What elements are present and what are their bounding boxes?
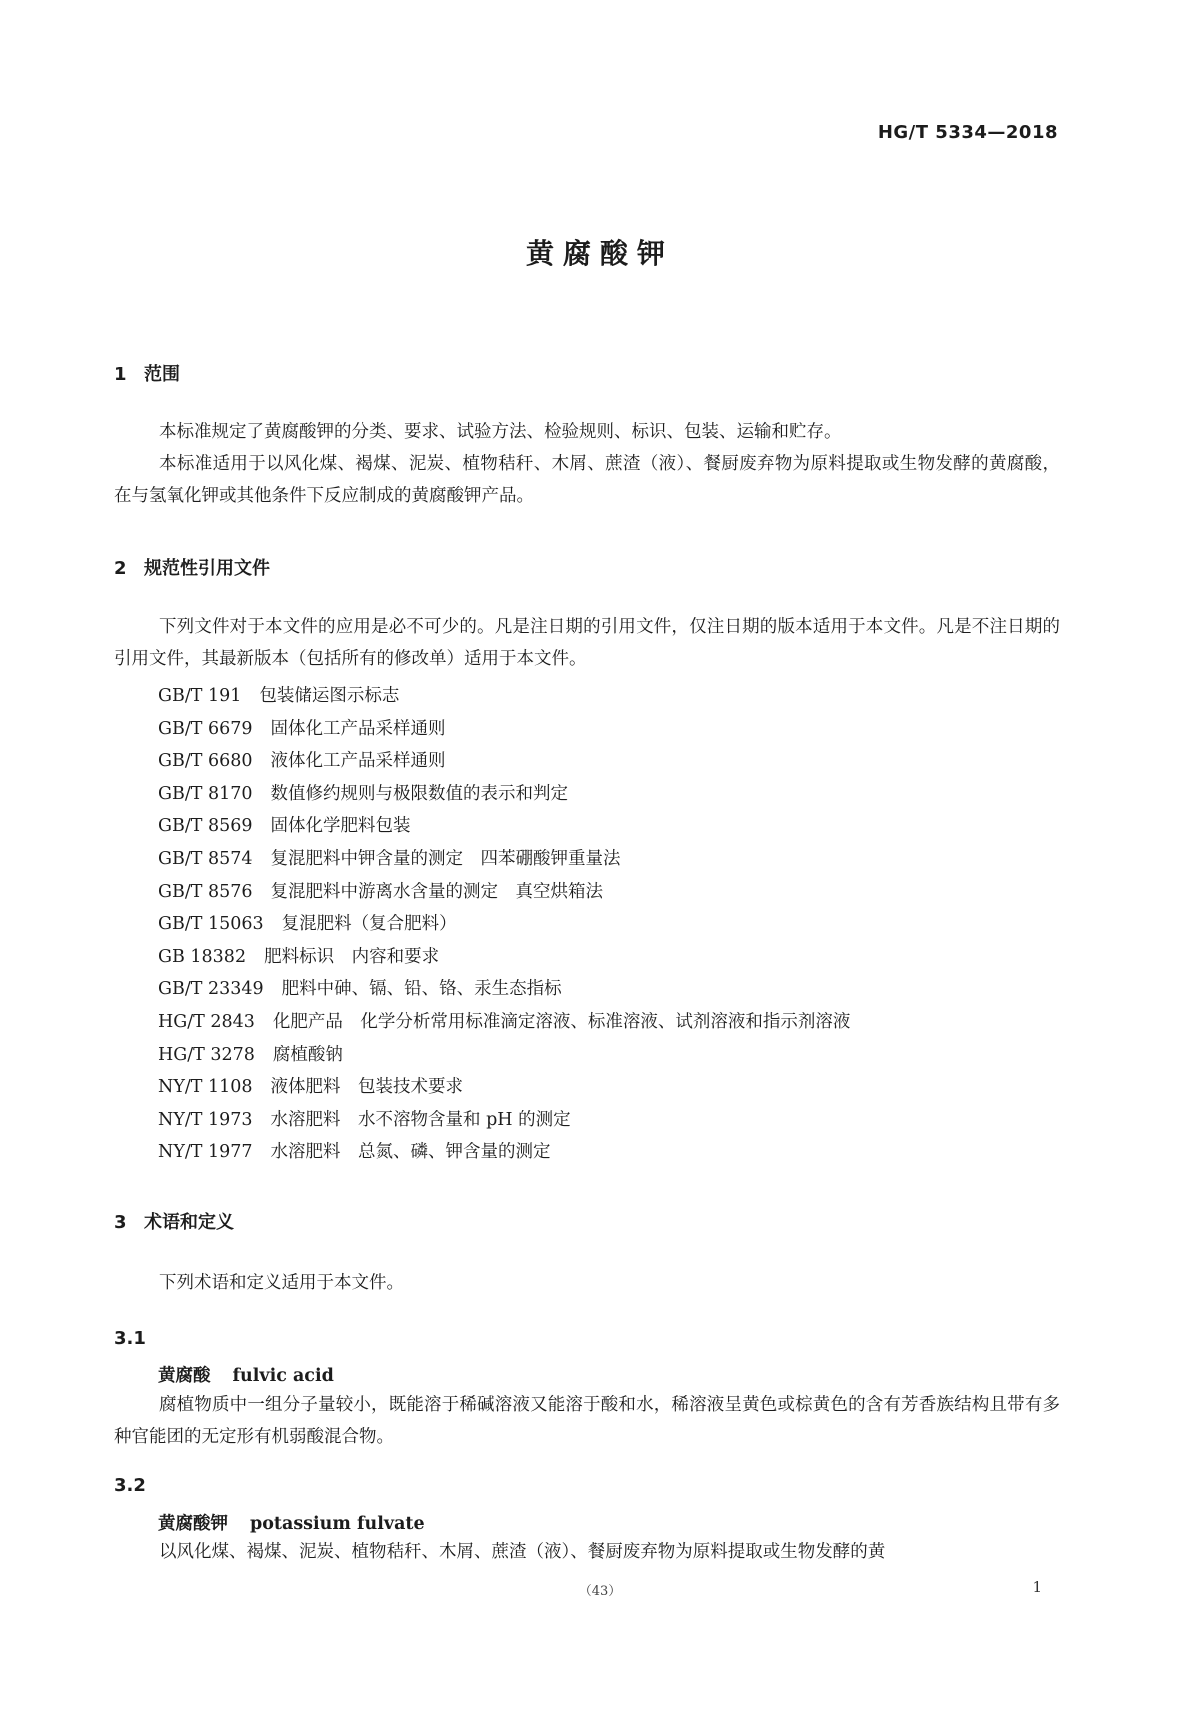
- section-title: 范围: [144, 364, 180, 385]
- term-number: 3.2: [114, 1475, 146, 1496]
- section-1-paragraph-2: 本标准适用于以风化煤、褐煤、泥炭、植物秸秆、木屑、蔗渣（液）、餐厨废弃物为原料提取或生物发酵的黄腐酸，在与氢氧化钾或其他条件下反应制成的黄腐酸钾产品。: [114, 454, 1060, 506]
- footer-page-marker: （43）: [578, 1584, 622, 1599]
- standard-code: HG/T 5334—2018: [877, 122, 1058, 143]
- reference-item: [158, 1071, 850, 1104]
- reference-item: [158, 876, 850, 909]
- reference-code: GB/T 8574: [158, 848, 253, 869]
- reference-title: 复混肥料中游离水含量的测定 真空烘箱法: [270, 881, 604, 902]
- section-1-paragraph-1: 本标准规定了黄腐酸钾的分类、要求、试验方法、检验规则、标识、包装、运输和贮存。: [159, 422, 842, 442]
- term-zh: 黄腐酸: [158, 1366, 211, 1386]
- section-number: 1: [114, 364, 127, 385]
- term-title: [158, 1510, 425, 1535]
- reference-code: GB/T 23349: [158, 979, 264, 1000]
- section-2-intro: 下列文件对于本文件的应用是必不可少的。凡是注日期的引用文件，仅注日期的版本适用于本文件。凡是不注日期的引用文件，其最新版本（包括所有的修改单）适用于本文件。: [114, 617, 1060, 669]
- document-title: 黄腐酸钾: [525, 237, 674, 270]
- reference-list: [158, 680, 850, 1169]
- reference-item: [158, 973, 850, 1006]
- reference-code: GB/T 6679: [158, 718, 253, 739]
- section-3-intro: 下列术语和定义适用于本文件。: [159, 1273, 404, 1293]
- reference-code: HG/T 3278: [158, 1044, 255, 1065]
- section-number: 2: [114, 558, 127, 579]
- reference-item: [158, 941, 850, 974]
- reference-title: 腐植酸钠: [272, 1044, 343, 1065]
- reference-title: 固体化学肥料包装: [270, 816, 411, 837]
- reference-item: [158, 745, 850, 778]
- reference-item: [158, 1006, 850, 1039]
- reference-title: 水溶肥料 总氮、磷、钾含量的测定: [270, 1142, 551, 1163]
- page-number: 1: [1032, 1578, 1042, 1596]
- reference-code: GB/T 15063: [158, 914, 264, 935]
- reference-code: NY/T 1108: [158, 1077, 253, 1098]
- reference-code: GB/T 8576: [158, 881, 253, 902]
- reference-item: [158, 1039, 850, 1072]
- section-3-heading: [114, 1208, 234, 1234]
- reference-code: GB 18382: [158, 946, 247, 967]
- reference-item: [158, 908, 850, 941]
- reference-title: 固体化工产品采样通则: [270, 718, 446, 739]
- reference-code: GB/T 191: [158, 686, 242, 706]
- term-definition: 腐植物质中一组分子量较小，既能溶于稀碱溶液又能溶于酸和水，稀溶液呈黄色或棕黄色的含有芳香族结构且带有多种官能团的无定形有机弱酸混合物。: [114, 1395, 1060, 1447]
- term-number: 3.1: [114, 1328, 146, 1349]
- reference-title: 包装储运图示标志: [259, 686, 400, 706]
- term-en: fulvic acid: [232, 1366, 334, 1386]
- reference-code: NY/T 1973: [158, 1109, 253, 1130]
- term-en: potassium fulvate: [250, 1514, 425, 1534]
- term-title: [158, 1362, 334, 1387]
- section-2-heading: [114, 554, 270, 580]
- reference-title: 复混肥料（复合肥料）: [281, 914, 457, 935]
- reference-item: [158, 810, 850, 843]
- reference-item: [158, 778, 850, 811]
- reference-item: [158, 713, 850, 746]
- section-number: 3: [114, 1212, 127, 1233]
- section-title: 术语和定义: [144, 1212, 234, 1233]
- section-title: 规范性引用文件: [144, 558, 270, 579]
- reference-title: 肥料中砷、镉、铅、铬、汞生态指标: [281, 979, 562, 1000]
- reference-item: [158, 843, 850, 876]
- reference-code: NY/T 1977: [158, 1142, 253, 1163]
- reference-code: GB/T 8569: [158, 816, 253, 837]
- reference-item: [158, 680, 850, 713]
- reference-code: HG/T 2843: [158, 1011, 255, 1032]
- reference-title: 液体肥料 包装技术要求: [270, 1077, 464, 1098]
- reference-title: 液体化工产品采样通则: [270, 751, 446, 772]
- term-definition: 以风化煤、褐煤、泥炭、植物秸秆、木屑、蔗渣（液）、餐厨废弃物为原料提取或生物发酵的黄: [159, 1542, 886, 1562]
- term-zh: 黄腐酸钾: [158, 1514, 228, 1534]
- reference-code: GB/T 6680: [158, 751, 253, 772]
- reference-item: [158, 1136, 850, 1169]
- reference-title: 数值修约规则与极限数值的表示和判定: [270, 783, 569, 804]
- reference-title: 复混肥料中钾含量的测定 四苯硼酸钾重量法: [270, 848, 621, 869]
- reference-title: 化肥产品 化学分析常用标准滴定溶液、标准溶液、试剂溶液和指示剂溶液: [272, 1011, 851, 1032]
- reference-title: 水溶肥料 水不溶物含量和 pH 的测定: [270, 1109, 571, 1130]
- reference-code: GB/T 8170: [158, 783, 253, 804]
- section-1-heading: [114, 360, 180, 386]
- reference-item: [158, 1104, 850, 1137]
- reference-title: 肥料标识 内容和要求: [264, 946, 440, 967]
